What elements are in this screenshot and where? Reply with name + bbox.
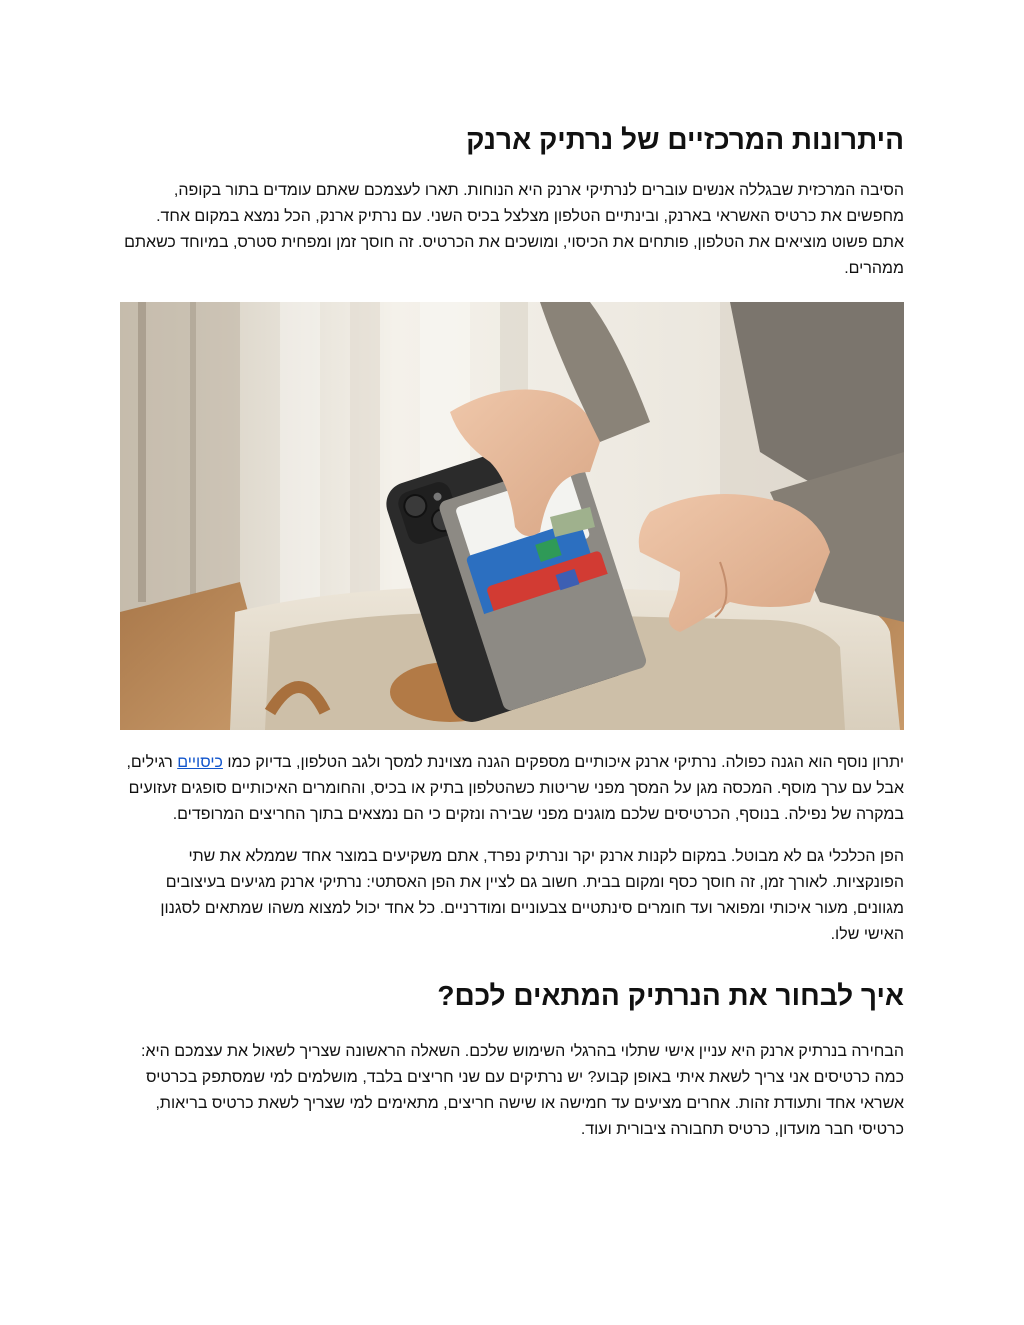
- wallet-case-photo: [120, 302, 904, 730]
- paragraph-double-protection: [120, 750, 904, 828]
- paragraph-convenience: הסיבה המרכזית שבגללה אנשים עוברים לנרתיקי ארנק היא הנוחות. תארו לעצמכם שאתם עומדים בתור בקופה, מחפשים את כרטיס האשראי בארנק, ובינתיים הטלפון מצלצל בכיס השני. עם נרתיק ארנק, הכל נמצא במקום אחד. אתם פשוט מוציאים את הטלפון, פותחים את הכיסוי, ומושכים את הכרטיס. זה חוסך זמן ומפחית סטרס, במיוחד כשאתם ממהרים.: [124, 182, 904, 278]
- paragraph-protection-text-start: יתרון נוסף הוא הגנה כפולה. נרתיקי ארנק איכותיים מספקים הגנה מצוינת למסך ולגב הטלפון, בדיוק כמו: [222, 754, 904, 772]
- section-heading-advantages: היתרונות המרכזיים של נרתיק ארנק: [466, 124, 904, 155]
- paragraph-protection-text-end: רגילים, אבל עם ערך מוסף. המכסה מגן על המסך מפני שריטות כשהטלפון בתיק או בכיס, והחומרים האיכותיים סופגים זעזועים במקרה של נפילה. בנוסף, הכרטיסים שלכם מוגנים מפני שבירה ונזקים כי הם נמצאים בתוך החריצים המרופדים.: [126, 754, 904, 824]
- section-heading-choose: איך לבחור את הנרתיק המתאים לכם?: [437, 980, 904, 1012]
- paragraph-economic: הפן הכלכלי גם לא מבוטל. במקום לקנות ארנק יקר ונרתיק נפרד, אתם משקיעים במוצר אחד שממלא את שתי הפונקציות. לאורך זמן, זה חוסך כסף ומקום בבית. חשוב גם לציין את הפן האסתטי: נרתיקי ארנק מגיעים בעיצובים מגוונים, מעור איכותי ומפואר ועד חומרים סינתטיים צבעוניים ומודרניים. כל אחד יכול למצוא משהו שמתאים לסגנון האישי שלו.: [160, 848, 904, 944]
- covers-link[interactable]: כיסויים: [177, 754, 223, 772]
- paragraph-choosing: הבחירה בנרתיק ארנק היא עניין אישי שתלוי בהרגלי השימוש שלכם. השאלה הראשונה שצריך לשאול את עצמכם היא: כמה כרטיסים אני צריך לשאת איתי באופן קבוע? יש נרתיקים עם שני חריצים בלבד, מושלמים למי שמסתפק בכרטיס אשראי אחד ותעודת זהות. אחרים מציעים עד חמישה או שישה חריצים, מתאימים למי שצריך לשאת כרטיס בריאות, כרטיסי חבר מועדון, כרטיס תחבורה ציבורית ועוד.: [141, 1042, 904, 1138]
- article-page: [120, 110, 904, 1143]
